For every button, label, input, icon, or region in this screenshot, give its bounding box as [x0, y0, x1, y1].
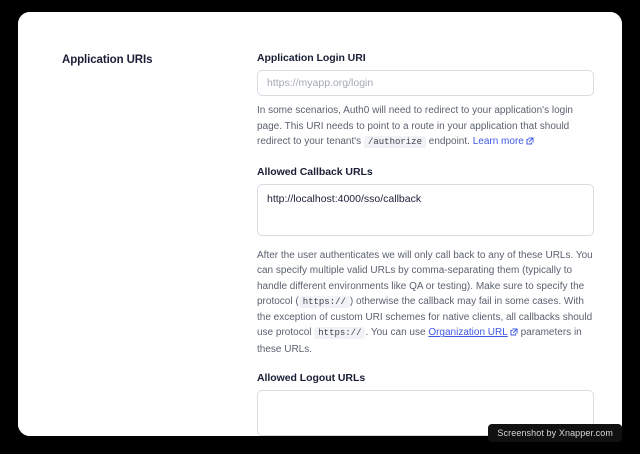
allowed-logout-urls-label: Allowed Logout URLs	[257, 372, 366, 385]
watermark: Screenshot by Xnapper.com	[488, 424, 622, 442]
helper-text-part: . You can use	[365, 327, 429, 339]
authorize-code-chip: /authorize	[364, 136, 426, 148]
helper-text-part: After the user authenticates we will only call back to any of these URLs. You can specify multiple valid URLs by comma-separating them (typically to handle different environments like QA or testing). Make sure to specify the protocol (	[257, 249, 593, 307]
external-link-icon	[510, 326, 518, 342]
helper-text-part: ) otherwise the callback may fail in some cases. With the exception of custom URI schemes for native clients, all callbacks should use protocol	[257, 296, 593, 339]
field-allowed-callback-urls	[257, 166, 594, 358]
https-code-chip-2: https://	[314, 327, 365, 339]
allowed-callback-urls-textarea[interactable]	[257, 184, 594, 236]
helper-text-part: parameters in these URLs.	[257, 327, 582, 355]
helper-text-part: In some scenarios, Auth0 will need to redirect to your application's login page. This URI needs to point to a route in your application that should redirect to your tenant's	[257, 105, 573, 147]
allowed-callback-urls-helper	[257, 248, 594, 358]
https-code-chip: https://	[299, 296, 350, 308]
external-link-icon	[526, 135, 534, 151]
app-window	[18, 12, 622, 436]
application-login-uri-input[interactable]	[257, 70, 594, 96]
section-title: Application URIs	[62, 54, 153, 66]
organization-url-link[interactable]: Organization URL	[428, 327, 508, 339]
field-application-login-uri	[257, 52, 594, 151]
fields-column	[257, 42, 598, 436]
application-login-uri-helper	[257, 103, 594, 151]
allowed-callback-urls-label: Allowed Callback URLs	[257, 165, 373, 178]
learn-more-link[interactable]: Learn more	[472, 136, 524, 147]
application-uris-panel	[18, 12, 622, 436]
helper-text-part: endpoint.	[425, 136, 473, 147]
application-login-uri-label: Application Login URI	[257, 52, 366, 64]
